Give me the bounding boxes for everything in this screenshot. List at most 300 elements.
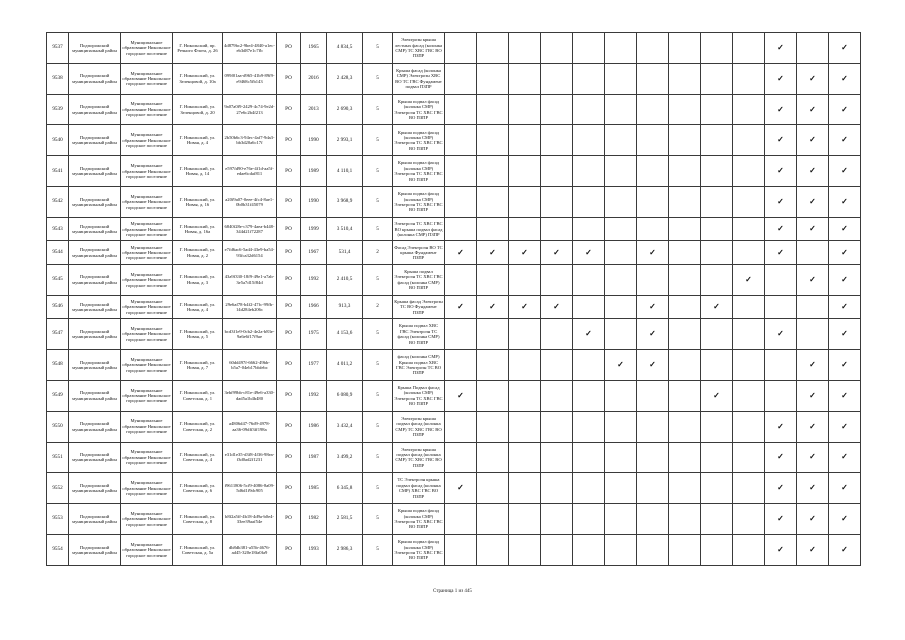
check-mark: ✓: [829, 350, 861, 381]
empty-cell: [637, 63, 669, 94]
floor-count: 5: [363, 411, 393, 442]
empty-cell: [573, 217, 605, 240]
empty-cell: [669, 94, 701, 125]
build-year: 1966: [301, 295, 327, 318]
municipality-name: Муниципальное образование Никольское городское поселение: [121, 264, 173, 295]
table-row: [47, 63, 861, 94]
empty-cell: [477, 504, 509, 535]
empty-cell: [701, 535, 733, 566]
district-name: Подпорожский муниципальный район: [69, 380, 121, 411]
empty-cell: [541, 504, 573, 535]
build-year: 1999: [301, 217, 327, 240]
floor-count: 5: [363, 380, 393, 411]
municipality-name: Муниципальное образование Никольское городское поселение: [121, 295, 173, 318]
check-mark: ✓: [797, 504, 829, 535]
address: Г. Никольский, ул. Зеленцовой, д. 10а: [173, 63, 223, 94]
empty-cell: [669, 33, 701, 64]
house-code: 9a07a0f9-2429-4c74-9e2d-27e6c2b4f213: [223, 94, 277, 125]
empty-cell: [573, 156, 605, 187]
check-mark: ✓: [765, 63, 797, 94]
district-name: Подпорожский муниципальный район: [69, 33, 121, 64]
address: Г. Никольский, ул. Новая, д. 4: [173, 295, 223, 318]
page-number: Страница 1 из 445: [433, 589, 472, 594]
municipality-name: Муниципальное образование Никольское городское поселение: [121, 94, 173, 125]
work-types: Крыша подвал фасад (колонка СМР) Электроэн ТС ХВС ГВС ВО ПЗПР: [393, 187, 445, 218]
address: Г. Никольский, ул. Советская, д. 5а: [173, 535, 223, 566]
work-types: Крыша подвал фасад (колонка СМР) Электроэн ТС ХВС ГВС ВО ПЗПР: [393, 125, 445, 156]
empty-cell: [573, 504, 605, 535]
check-mark: ✓: [829, 442, 861, 473]
check-mark: ✓: [829, 473, 861, 504]
table-row: [47, 217, 861, 240]
empty-cell: [605, 411, 637, 442]
empty-cell: [637, 473, 669, 504]
empty-cell: [701, 33, 733, 64]
check-mark: ✓: [797, 217, 829, 240]
empty-cell: [733, 442, 765, 473]
check-mark: ✓: [445, 295, 477, 318]
empty-cell: [669, 241, 701, 264]
address: Г. Никольский, ул. Советская, д. 8: [173, 504, 223, 535]
check-mark: ✓: [765, 241, 797, 264]
table-row: [47, 411, 861, 442]
empty-cell: [637, 94, 669, 125]
check-mark: ✓: [445, 473, 477, 504]
row-number: 9554: [47, 535, 69, 566]
empty-cell: [605, 442, 637, 473]
empty-cell: [445, 535, 477, 566]
row-number: 9547: [47, 319, 69, 350]
empty-cell: [509, 411, 541, 442]
district-name: Подпорожский муниципальный район: [69, 187, 121, 218]
empty-cell: [669, 473, 701, 504]
empty-cell: [541, 442, 573, 473]
empty-cell: [669, 411, 701, 442]
district-name: Подпорожский муниципальный район: [69, 264, 121, 295]
check-mark: ✓: [797, 94, 829, 125]
check-mark: ✓: [509, 295, 541, 318]
municipality-name: Муниципальное образование Никольское городское поселение: [121, 350, 173, 381]
empty-cell: [669, 156, 701, 187]
empty-cell: [605, 156, 637, 187]
total-area: 6 080,9: [327, 380, 363, 411]
empty-cell: [637, 380, 669, 411]
work-types: Крыша подвал фасад (колонка СМР) Электроэн ТС ХВС ГВС ВО ПЗПР: [393, 156, 445, 187]
build-year: 1990: [301, 187, 327, 218]
check-mark: ✓: [445, 241, 477, 264]
build-year: 1987: [301, 442, 327, 473]
district-name: Подпорожский муниципальный район: [69, 504, 121, 535]
empty-cell: [669, 187, 701, 218]
empty-cell: [477, 187, 509, 218]
district-name: Подпорожский муниципальный район: [69, 473, 121, 504]
district-name: Подпорожский муниципальный район: [69, 63, 121, 94]
address: Г. Никольский, ул. Новая, д. 2: [173, 241, 223, 264]
total-area: 4 153,6: [327, 319, 363, 350]
house-code: a20f9a07-0eee-4fc4-8ae1-0b0b31f45079: [223, 187, 277, 218]
empty-cell: [701, 187, 733, 218]
empty-cell: [637, 411, 669, 442]
work-types: Электроэн крыша лестных фасад (колонка СМР) ТС ХВС ГВС ВО ПЗПР: [393, 33, 445, 64]
empty-cell: [445, 156, 477, 187]
row-number: 9549: [47, 380, 69, 411]
check-mark: ✓: [477, 295, 509, 318]
table-row: [47, 295, 861, 318]
total-area: 2 690,3: [327, 94, 363, 125]
empty-cell: [605, 94, 637, 125]
house-code: 43a9f330-18f9-49e1-a7ab-3e5a7d15f84d: [223, 264, 277, 295]
type-code: РО: [277, 217, 301, 240]
total-area: 4 011,2: [327, 350, 363, 381]
work-types: Крыша подвал фасад (колонка СМР) Электроэн ТС ХВС ГВС ВО ПЗПР: [393, 504, 445, 535]
empty-cell: [509, 156, 541, 187]
address: Г. Никольский, ул. Новая, д. 4: [173, 125, 223, 156]
empty-cell: [669, 535, 701, 566]
floor-count: 5: [363, 94, 393, 125]
address: Г. Никольский, ул. Новая, д. 16а: [173, 217, 223, 240]
type-code: РО: [277, 319, 301, 350]
empty-cell: [509, 217, 541, 240]
empty-cell: [701, 319, 733, 350]
empty-cell: [605, 504, 637, 535]
empty-cell: [733, 380, 765, 411]
row-number: 9552: [47, 473, 69, 504]
check-mark: ✓: [637, 319, 669, 350]
empty-cell: [637, 217, 669, 240]
house-code: 4d879bc2-9be4-4840-a1ec-eb3d87e1c7fb: [223, 33, 277, 64]
empty-cell: [701, 442, 733, 473]
row-number: 9550: [47, 411, 69, 442]
house-code: 6840f28e-c379-4aea-b448-344d21f72287: [223, 217, 277, 240]
floor-count: 5: [363, 535, 393, 566]
table-body: [47, 33, 861, 566]
empty-cell: [797, 295, 829, 318]
empty-cell: [733, 504, 765, 535]
empty-cell: [477, 473, 509, 504]
district-name: Подпорожский муниципальный район: [69, 94, 121, 125]
empty-cell: [477, 264, 509, 295]
row-number: 9551: [47, 442, 69, 473]
address: Г. Никольский, ул. Новая, д. 5: [173, 319, 223, 350]
floor-count: 5: [363, 156, 393, 187]
empty-cell: [765, 295, 797, 318]
work-types: Крыша подвал ХВС ГВС Электроэн ТС фасад (колонка СМР) ВО ПЗПР: [393, 319, 445, 350]
floor-count: 5: [363, 504, 393, 535]
empty-cell: [637, 156, 669, 187]
address: Г. Никольский, ул. Советская, д. 6: [173, 473, 223, 504]
floor-count: 5: [363, 217, 393, 240]
empty-cell: [573, 264, 605, 295]
check-mark: ✓: [445, 380, 477, 411]
check-mark: ✓: [829, 217, 861, 240]
empty-cell: [637, 125, 669, 156]
house-code: 2b50b6c3-94ec-4af7-9da3-bb3d20a6c17f: [223, 125, 277, 156]
check-mark: ✓: [765, 535, 797, 566]
empty-cell: [573, 63, 605, 94]
empty-cell: [669, 295, 701, 318]
work-types: Крыша фасад (колонка СМР) Электроэн ХВС ВО ТС ГВС Фундамент подвал ПЗПР: [393, 63, 445, 94]
row-number: 9543: [47, 217, 69, 240]
type-code: РО: [277, 411, 301, 442]
type-code: РО: [277, 125, 301, 156]
empty-cell: [733, 33, 765, 64]
empty-cell: [573, 411, 605, 442]
total-area: 3 432,4: [327, 411, 363, 442]
empty-cell: [477, 125, 509, 156]
empty-cell: [669, 380, 701, 411]
empty-cell: [733, 473, 765, 504]
empty-cell: [605, 125, 637, 156]
work-types: Крыша фасад Электроэн ТС ВО Фундамент ПЗПР: [393, 295, 445, 318]
municipality-name: Муниципальное образование Никольское городское поселение: [121, 156, 173, 187]
house-code: e31d1e35-d3f8-4f36-98ea-f3d0ad2f1231: [223, 442, 277, 473]
check-mark: ✓: [701, 380, 733, 411]
check-mark: ✓: [701, 295, 733, 318]
empty-cell: [637, 535, 669, 566]
check-mark: ✓: [541, 241, 573, 264]
district-name: Подпорожский муниципальный район: [69, 442, 121, 473]
empty-cell: [605, 264, 637, 295]
empty-cell: [605, 473, 637, 504]
address: Г. Никольский, ул. Новая, д. 16: [173, 187, 223, 218]
check-mark: ✓: [765, 156, 797, 187]
work-types: Электроэн крыша подвал фасад (колонка СМР) ТС ХВС ГВС ВО ПЗПР: [393, 442, 445, 473]
empty-cell: [509, 125, 541, 156]
check-mark: ✓: [477, 241, 509, 264]
empty-cell: [445, 63, 477, 94]
row-number: 9545: [47, 264, 69, 295]
build-year: 2016: [301, 63, 327, 94]
type-code: РО: [277, 504, 301, 535]
empty-cell: [509, 504, 541, 535]
empty-cell: [573, 442, 605, 473]
floor-count: 5: [363, 33, 393, 64]
table-row: [47, 156, 861, 187]
work-types: Фасад Электроэн ВО ТС крыша Фундамент ПЗПР: [393, 241, 445, 264]
empty-cell: [733, 125, 765, 156]
empty-cell: [605, 535, 637, 566]
empty-cell: [445, 94, 477, 125]
empty-cell: [509, 380, 541, 411]
empty-cell: [477, 217, 509, 240]
empty-cell: [669, 125, 701, 156]
check-mark: ✓: [573, 241, 605, 264]
table-row: [47, 187, 861, 218]
empty-cell: [509, 350, 541, 381]
municipality-name: Муниципальное образование Никольское городское поселение: [121, 33, 173, 64]
empty-cell: [605, 295, 637, 318]
empty-cell: [445, 319, 477, 350]
municipality-name: Муниципальное образование Никольское городское поселение: [121, 217, 173, 240]
empty-cell: [477, 63, 509, 94]
check-mark: ✓: [797, 187, 829, 218]
empty-cell: [445, 187, 477, 218]
row-number: 9541: [47, 156, 69, 187]
empty-cell: [733, 295, 765, 318]
empty-cell: [573, 187, 605, 218]
empty-cell: [701, 94, 733, 125]
empty-cell: [669, 350, 701, 381]
check-mark: ✓: [829, 504, 861, 535]
empty-cell: [445, 264, 477, 295]
floor-count: 5: [363, 187, 393, 218]
empty-cell: [733, 411, 765, 442]
type-code: РО: [277, 94, 301, 125]
house-code: 3ebf99bb-c81e-49e6-a330-dad5a1b4b480: [223, 380, 277, 411]
empty-cell: [445, 33, 477, 64]
empty-cell: [541, 217, 573, 240]
check-mark: ✓: [765, 187, 797, 218]
empty-cell: [669, 442, 701, 473]
row-number: 9539: [47, 94, 69, 125]
type-code: РО: [277, 264, 301, 295]
empty-cell: [573, 350, 605, 381]
empty-cell: [637, 442, 669, 473]
row-number: 9542: [47, 187, 69, 218]
check-mark: ✓: [637, 241, 669, 264]
build-year: 1993: [301, 535, 327, 566]
check-mark: ✓: [797, 442, 829, 473]
type-code: РО: [277, 535, 301, 566]
check-mark: ✓: [829, 411, 861, 442]
municipality-name: Муниципальное образование Никольское городское поселение: [121, 442, 173, 473]
empty-cell: [541, 264, 573, 295]
total-area: 3 499,2: [327, 442, 363, 473]
row-number: 9553: [47, 504, 69, 535]
check-mark: ✓: [829, 380, 861, 411]
row-number: 9538: [47, 63, 69, 94]
address: Г. Никольский, ул. Советская, д. 1: [173, 380, 223, 411]
check-mark: ✓: [797, 350, 829, 381]
type-code: РО: [277, 187, 301, 218]
empty-cell: [605, 319, 637, 350]
house-code: a4806d47-76d9-4978-aa36-09dff3ff198a: [223, 411, 277, 442]
empty-cell: [509, 187, 541, 218]
type-code: РО: [277, 350, 301, 381]
build-year: 1992: [301, 380, 327, 411]
empty-cell: [541, 473, 573, 504]
house-code: 099f01aa-d965-41b9-89f9-e9468c5fb143: [223, 63, 277, 94]
total-area: 2 986,3: [327, 535, 363, 566]
work-types: Крыша Подвал фасад (колонка СМР) Электроэн ТС ХВС ГВС ВО ПЗПР: [393, 380, 445, 411]
house-code: bcd3f1e9-0cb2-4e2a-b83e-9a6e6f17f9ae: [223, 319, 277, 350]
table-row: [47, 350, 861, 381]
check-mark: ✓: [797, 63, 829, 94]
house-code: db8db381-a55b-4676-ad45-320e18fa0fa9: [223, 535, 277, 566]
house-code: f9611806-5cf9-4086-8a09-5d6d1f9dc905: [223, 473, 277, 504]
house-code: 29e6af78-b4f2-47fc-99fb-14d284eb206c: [223, 295, 277, 318]
address: Г. Никольский, ул. Зеленцовой, д. 20: [173, 94, 223, 125]
empty-cell: [573, 125, 605, 156]
build-year: 1982: [301, 504, 327, 535]
type-code: РО: [277, 295, 301, 318]
empty-cell: [509, 473, 541, 504]
type-code: РО: [277, 241, 301, 264]
municipality-name: Муниципальное образование Никольское городское поселение: [121, 473, 173, 504]
empty-cell: [509, 63, 541, 94]
row-number: 9546: [47, 295, 69, 318]
check-mark: ✓: [765, 504, 797, 535]
type-code: РО: [277, 380, 301, 411]
type-code: РО: [277, 63, 301, 94]
check-mark: ✓: [829, 264, 861, 295]
district-name: Подпорожский муниципальный район: [69, 125, 121, 156]
empty-cell: [541, 187, 573, 218]
empty-cell: [477, 33, 509, 64]
check-mark: ✓: [829, 295, 861, 318]
floor-count: 5: [363, 63, 393, 94]
district-name: Подпорожский муниципальный район: [69, 350, 121, 381]
check-mark: ✓: [765, 319, 797, 350]
build-year: 1990: [301, 125, 327, 156]
empty-cell: [637, 33, 669, 64]
house-code: b8f2a5ff-4b18-4d9a-b0e4-33ee39aaf54e: [223, 504, 277, 535]
empty-cell: [733, 156, 765, 187]
empty-cell: [445, 125, 477, 156]
build-year: 1985: [301, 473, 327, 504]
floor-count: 5: [363, 264, 393, 295]
address: Г. Никольский, ул. Советская, д. 2: [173, 411, 223, 442]
empty-cell: [733, 350, 765, 381]
build-year: 2013: [301, 94, 327, 125]
table-row: [47, 264, 861, 295]
empty-cell: [509, 535, 541, 566]
floor-count: 5: [363, 319, 393, 350]
municipality-name: Муниципальное образование Никольское городское поселение: [121, 380, 173, 411]
address: Г. Никольский, ул. Новая, д. 3: [173, 264, 223, 295]
check-mark: ✓: [765, 217, 797, 240]
empty-cell: [445, 217, 477, 240]
municipality-name: Муниципальное образование Никольское городское поселение: [121, 125, 173, 156]
empty-cell: [477, 156, 509, 187]
empty-cell: [605, 63, 637, 94]
empty-cell: [797, 241, 829, 264]
floor-count: 5: [363, 125, 393, 156]
empty-cell: [445, 442, 477, 473]
table-row: [47, 125, 861, 156]
empty-cell: [669, 504, 701, 535]
empty-cell: [477, 411, 509, 442]
empty-cell: [701, 264, 733, 295]
total-area: 913,3: [327, 295, 363, 318]
empty-cell: [733, 319, 765, 350]
total-area: 531,4: [327, 241, 363, 264]
empty-cell: [669, 63, 701, 94]
empty-cell: [445, 411, 477, 442]
district-name: Подпорожский муниципальный район: [69, 295, 121, 318]
municipality-name: Муниципальное образование Никольское городское поселение: [121, 187, 173, 218]
empty-cell: [509, 33, 541, 64]
empty-cell: [605, 187, 637, 218]
check-mark: ✓: [765, 411, 797, 442]
empty-cell: [701, 504, 733, 535]
check-mark: ✓: [829, 535, 861, 566]
empty-cell: [445, 350, 477, 381]
empty-cell: [701, 350, 733, 381]
total-area: 2 993,1: [327, 125, 363, 156]
empty-cell: [733, 241, 765, 264]
check-mark: ✓: [573, 319, 605, 350]
empty-cell: [797, 319, 829, 350]
work-types: Крыша подвал Электроэн ТС ХВС ГВС фасад (колонка СМР) ВО ПЗПР: [393, 264, 445, 295]
empty-cell: [765, 264, 797, 295]
work-types: Крыша подвал фасад (колонка СМР) Электроэн ТС ХВС ГВС ВО ПЗПР: [393, 94, 445, 125]
check-mark: ✓: [829, 125, 861, 156]
empty-cell: [573, 295, 605, 318]
build-year: 1967: [301, 241, 327, 264]
total-area: 3 510,4: [327, 217, 363, 240]
empty-cell: [573, 535, 605, 566]
